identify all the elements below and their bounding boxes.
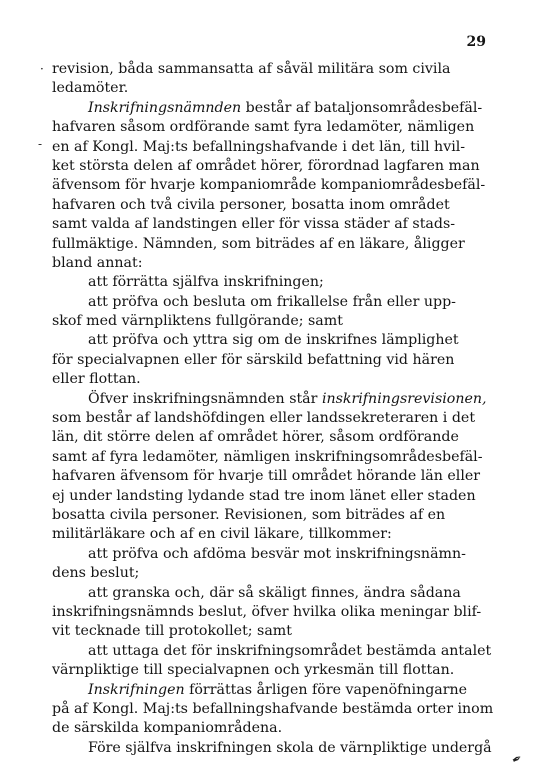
text-line: en af Kongl. Maj:ts befallningshafvande i det län, till hvil-	[52, 138, 466, 155]
text-line: hafvaren äfvensom för hvarje till området hörande län eller	[52, 468, 481, 485]
ink-mark: ✒	[509, 750, 525, 768]
text-line: värnpliktige till specialvapnen och yrkesmän till flottan.	[52, 662, 455, 679]
text-line: revision, båda sammansatta af såväl militära som civila	[52, 61, 451, 77]
text-line: län, dit större delen af området hörer, såsom ordförande	[52, 429, 459, 446]
text-line: vit tecknade till protokollet; samt	[52, 623, 292, 640]
text-line: bosatta civila personer. Revisionen, som biträdes af en	[52, 506, 446, 523]
text-line: att förrätta själfva inskrifningen;	[88, 274, 324, 291]
italic-term: Inskrifningsnämnden	[88, 99, 242, 116]
text-line: samt valda af landstingen eller för vissa städer af stads-	[52, 216, 456, 233]
text-run: förrättas årligen före vapenöfningarne	[184, 681, 468, 698]
text-run: Öfver inskrifningsnämnden står	[88, 390, 322, 407]
text-line: ej under landsting lydande stad tre inom länet eller staden	[52, 487, 476, 504]
body-text	[52, 60, 500, 758]
text-line: skof med värnpliktens fullgörande; samt	[52, 313, 343, 330]
margin-mark: -	[38, 137, 43, 151]
text-line: ket största delen af området hörer, förordnad lagfaren man	[52, 157, 480, 174]
text-line: inskrifningsnämnds beslut, öfver hvilka olika meningar blif-	[52, 603, 482, 620]
text-line: på af Kongl. Maj:ts befallningshafvande bestämda orter inom	[52, 700, 494, 717]
text-line: bland annat:	[52, 254, 143, 271]
text-line	[52, 390, 500, 409]
text-line: att pröfva och yttra sig om de inskrifnes lämplighet	[88, 332, 459, 349]
text-line: dens beslut;	[52, 565, 140, 582]
text-line: att pröfva och besluta om frikallelse från eller upp-	[88, 293, 456, 310]
text-line: äfvensom för hvarje kompaniområde kompaniområdesbefäl-	[52, 177, 486, 194]
text-line: som består af landshöfdingen eller landssekreteraren i det	[52, 410, 476, 427]
text-line: hafvaren och två civila personer, bosatta inom området	[52, 196, 450, 213]
text-line: Före själfva inskrifningen skola de värnpliktige undergå	[88, 739, 492, 756]
text-line: eller flottan.	[52, 371, 141, 388]
text-line: de särskilda kompaniområdena.	[52, 720, 283, 737]
text-line: fullmäktige. Nämnden, som biträdes af en läkare, åligger	[52, 235, 465, 252]
text-line: att pröfva och afdöma besvär mot inskrifningsnämn-	[88, 545, 466, 562]
text-line: samt af fyra ledamöter, nämligen inskrifningsområdesbefäl-	[52, 448, 483, 465]
text-line	[52, 99, 500, 118]
text-line: hafvaren såsom ordförande samt fyra ledamöter, nämligen	[52, 119, 475, 136]
text-line: att granska och, där så skäligt finnes, ändra sådana	[88, 584, 461, 601]
italic-term: inskrifningsrevisionen,	[321, 390, 487, 407]
text-line: militärläkare och af en civil läkare, tillkommer:	[52, 526, 392, 543]
italic-term: Inskrifningen	[88, 681, 185, 698]
text-line: för specialvapnen eller för särskild befattning vid hären	[52, 351, 455, 368]
text-line	[52, 681, 500, 700]
text-line: ledamöter.	[52, 80, 129, 97]
margin-mark: ·	[40, 62, 44, 76]
text-run: består af bataljonsområdesbefäl-	[241, 99, 483, 116]
text-line: att uttaga det för inskrifningsområdet bestämda antalet	[88, 642, 492, 659]
page-number: 29	[466, 34, 486, 50]
